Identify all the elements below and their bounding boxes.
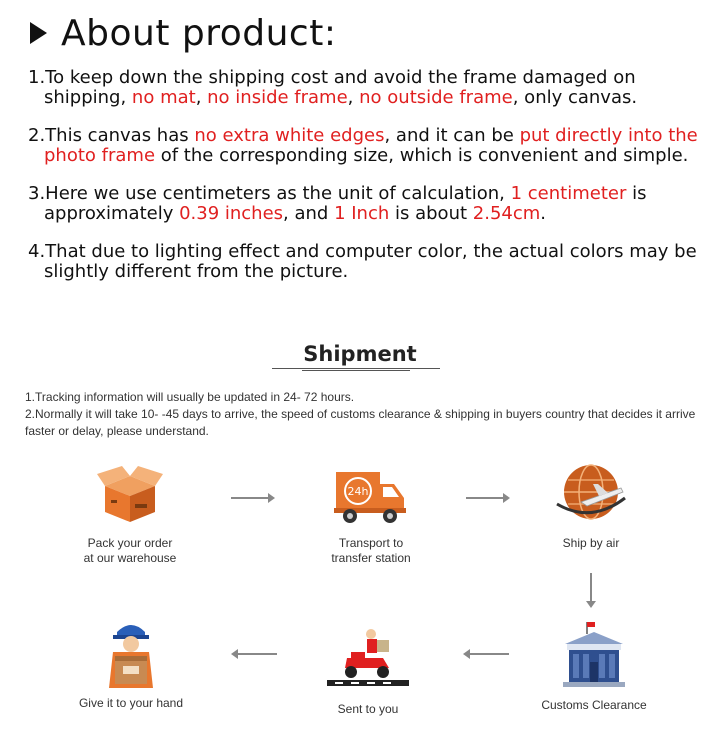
highlight-text: 1 centimeter (510, 183, 627, 204)
arrow-left-icon (230, 648, 278, 660)
truck-badge-text: 24h (347, 485, 369, 498)
highlight-text: put directly into the photo frame (44, 125, 698, 166)
shipment-note-1: 1.Tracking information will usually be updated in 24- 72 hours. (25, 390, 355, 404)
step-pack-order-label-2: at our warehouse (83, 551, 177, 565)
arrow-right-icon (230, 492, 275, 504)
body-text: , only canvas. (512, 87, 638, 108)
step-sent-to-you (293, 624, 443, 717)
courier-hand-icon (101, 618, 161, 690)
body-text: , (195, 87, 208, 108)
step-ship-by-air-label: Ship by air (562, 536, 620, 550)
customs-building-icon (557, 620, 631, 690)
arrow-down-icon (585, 572, 597, 608)
globe-airplane-icon (551, 458, 631, 528)
highlight-text: no mat (131, 87, 196, 108)
shipment-underline (272, 368, 440, 373)
body-text: , and (283, 203, 335, 224)
body-text: , and it can be (384, 125, 520, 146)
product-info-point-1 (28, 68, 708, 108)
body-text: of the corresponding size, which is convenient and simple. (155, 145, 689, 166)
step-transport-label-1: Transport to (338, 536, 404, 550)
highlight-text: 0.39 inches (179, 203, 284, 224)
product-info-point-2 (28, 126, 708, 166)
step-transport-label-2: transfer station (331, 551, 411, 565)
product-info-point-4 (28, 242, 708, 282)
step-give-to-hand (56, 618, 206, 711)
body-text: is about (389, 203, 473, 224)
shipment-notes (25, 389, 705, 440)
highlight-text: no outside frame (359, 87, 513, 108)
arrow-left-icon (462, 648, 510, 660)
body-text: , (347, 87, 360, 108)
product-info-list (28, 68, 708, 300)
product-info-point-3 (28, 184, 708, 224)
step-ship-by-air (516, 458, 666, 551)
body-text: . (540, 203, 547, 224)
body-text: is approximately (44, 183, 647, 224)
body-text: 4.That due to lighting effect and computer color, the actual colors may be slightly different from the picture. (28, 241, 697, 282)
highlight-text: no inside frame (207, 87, 348, 108)
highlight-text: 2.54cm (472, 203, 541, 224)
body-text: 1.To keep down the shipping cost and avoid the frame damaged on shipping, (28, 67, 636, 108)
shipment-note-2: 2.Normally it will take 10- -45 days to arrive, the speed of customs clearance & shipping in buyers country that decides it arrive faster or delay, please understand. (25, 407, 696, 438)
step-pack-order (55, 458, 205, 566)
shipment-heading (0, 342, 720, 366)
triangle-bullet-icon (30, 22, 47, 44)
step-customs-clearance (519, 620, 669, 713)
delivery-truck-icon (332, 458, 410, 528)
body-text: 3.Here we use centimeters as the unit of calculation, (28, 183, 511, 204)
highlight-text: 1 Inch (334, 203, 390, 224)
package-box-icon (95, 458, 165, 528)
about-product-heading (30, 8, 336, 58)
step-sent-to-you-label: Sent to you (337, 702, 399, 716)
step-transport (296, 458, 446, 566)
arrow-right-icon (465, 492, 510, 504)
step-customs-clearance-label: Customs Clearance (541, 698, 647, 712)
shipment-title: Shipment (303, 342, 417, 366)
step-pack-order-label-1: Pack your order (87, 536, 173, 550)
highlight-text: no extra white edges (194, 125, 385, 146)
scooter-courier-icon (323, 624, 413, 690)
body-text: 2.This canvas has (28, 125, 195, 146)
about-product-title: About product: (61, 12, 337, 54)
step-give-to-hand-label: Give it to your hand (78, 696, 184, 710)
